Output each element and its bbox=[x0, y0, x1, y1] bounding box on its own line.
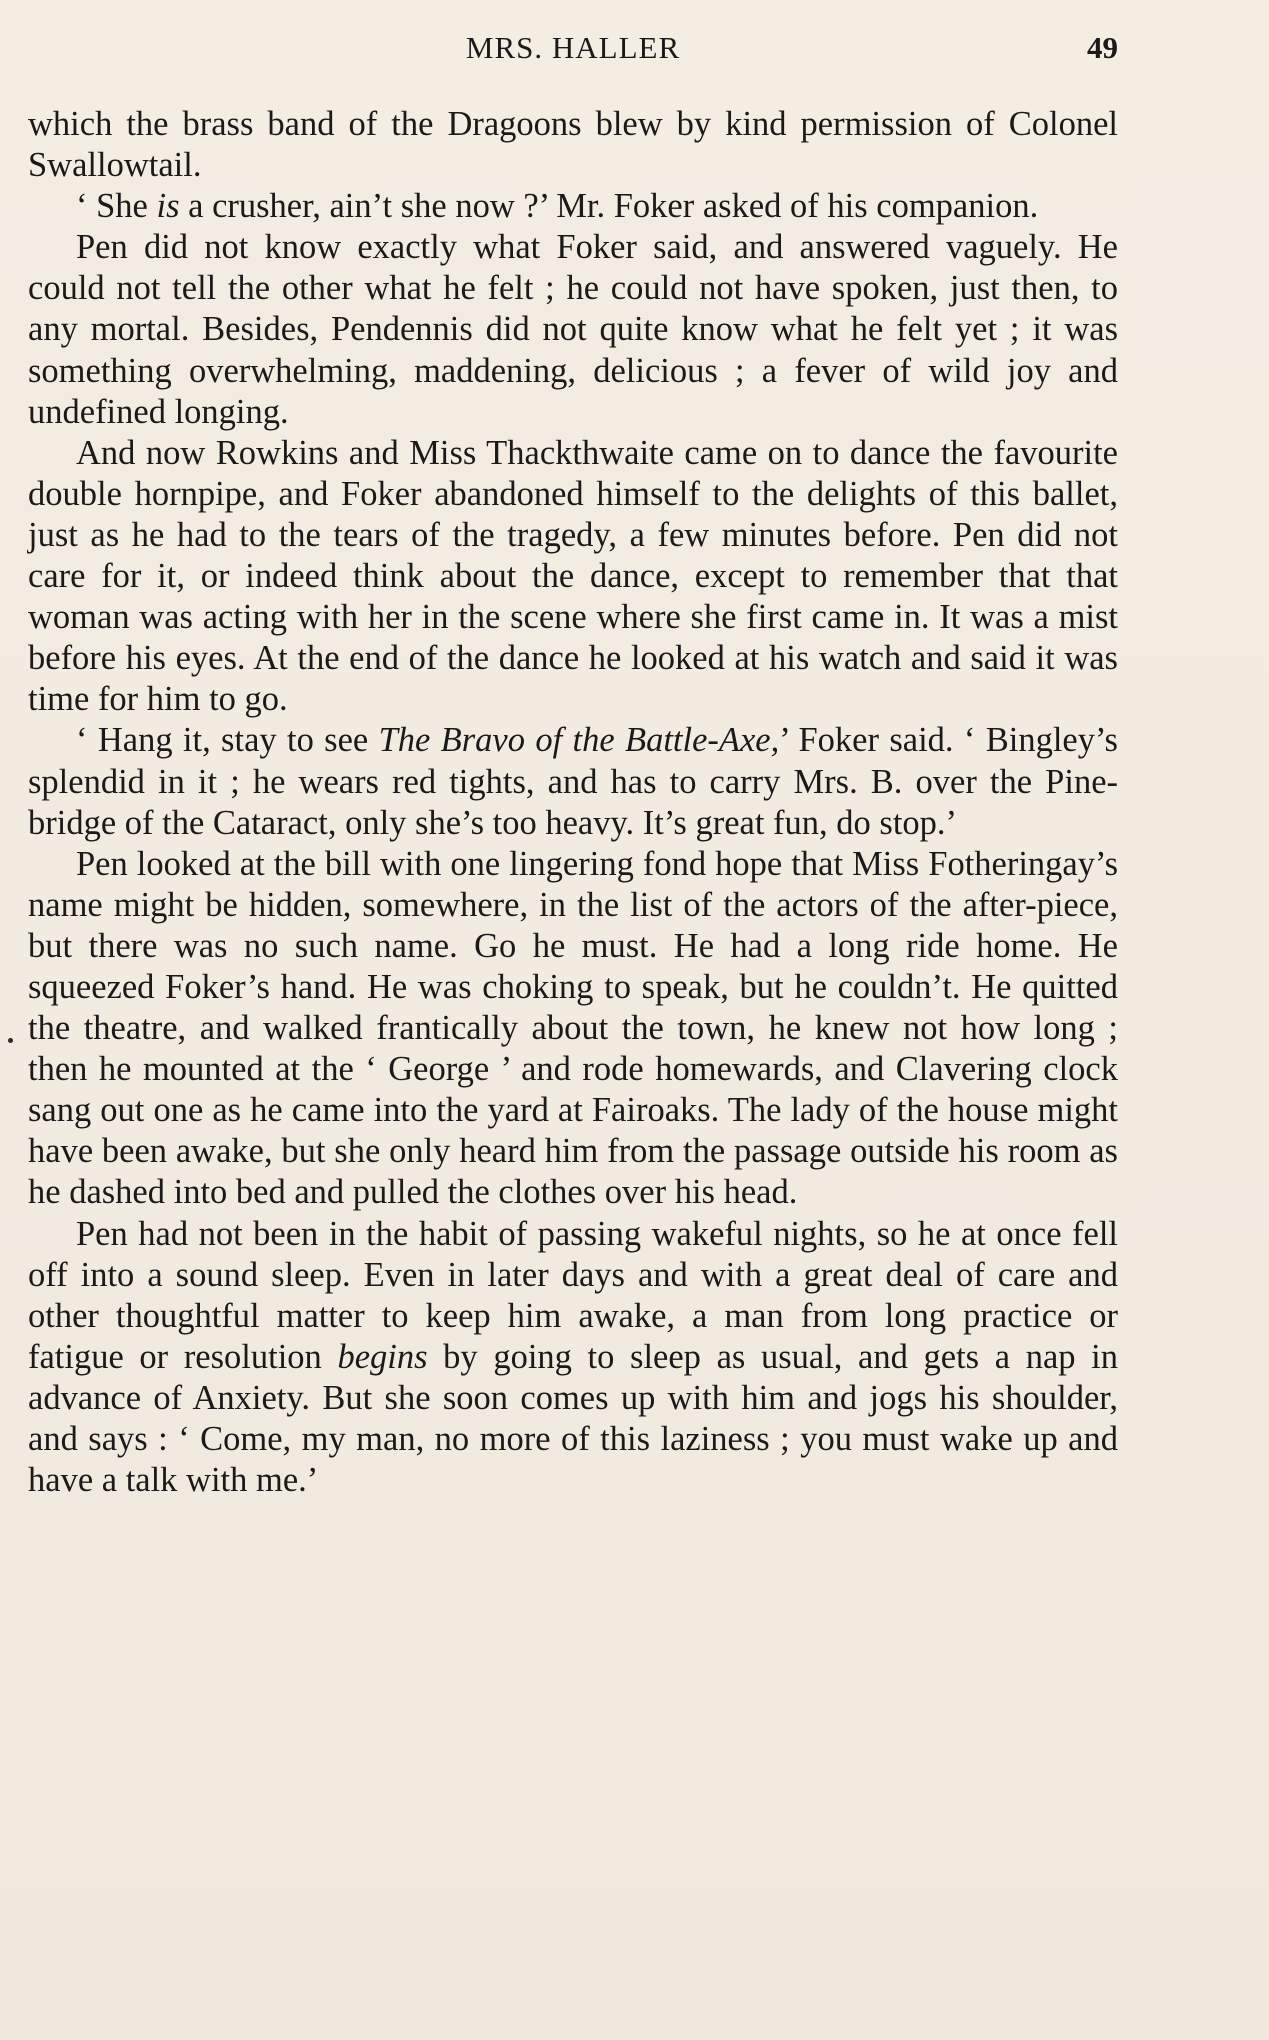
body-text bbox=[28, 104, 1118, 1501]
italic-text: The Bravo of the Battle-Axe, bbox=[378, 721, 780, 760]
paragraph bbox=[28, 720, 1118, 843]
paragraph-text: ’ Foker said. ‘ Bingley’s splendid in it ; he wears red tights, and has to carry Mrs. B. over the Pine-bridge of the Cataract, only she’s too heavy. It’s great fun, do stop.’ bbox=[28, 721, 1118, 842]
paragraph-text: Pen looked at the bill with one lingering fond hope that Miss Fotheringay’s name might be hidden, somewhere, in the list of the actors of the after-piece, but there was no such name. Go he must. He had a long ride home. He squeezed Foker’s hand. He was choking to speak, but he couldn’t. He quitted the theatre, and walked frantically about the town, he knew not how long ; then he mounted at the ‘ George ’ and rode homewards, and Clavering clock sang out one as he came into the yard at Fairoaks. The lady of the house might have been awake, but she only heard him from the passage outside his room as he dashed into bed and pulled the clothes over his head. bbox=[28, 844, 1118, 1212]
paragraph bbox=[28, 227, 1118, 432]
italic-text: begins bbox=[337, 1337, 428, 1376]
paragraph-text: Pen did not know exactly what Foker said, and answered vaguely. He could not tell the other what he felt ; he could not have spoken, just then, to any mortal. Besides, Pendennis did not quite know what he felt yet ; it was something overwhelming, maddening, delicious ; a fever of wild joy and undefined longing. bbox=[28, 228, 1118, 431]
paragraph bbox=[28, 1214, 1118, 1502]
paragraph-text: by going to sleep as usual, and gets a nap in advance of Anxiety. But she soon comes up with him and jogs his shoulder, and says : ‘ Come, my man, no more of this laziness ; you must wake up and have a talk with me.’ bbox=[28, 1337, 1118, 1500]
paragraph-text: a crusher, ain’t she now ?’ Mr. Foker asked of his companion. bbox=[179, 187, 1039, 226]
italic-text: is bbox=[156, 187, 180, 226]
page-number: 49 bbox=[1087, 30, 1118, 65]
paragraph-text: And now Rowkins and Miss Thackthwaite came on to dance the favourite double hornpipe, and Foker abandoned himself to the delights of this ballet, just as he had to the tears of the tragedy, a few minutes before. Pen did not care for it, or indeed think about the dance, except to remember that that woman was acting with her in the scene where she first came in. It was a mist before his eyes. At the end of the dance he looked at his watch and said it was time for him to go. bbox=[28, 433, 1118, 719]
paragraph-text: which the brass band of the Dragoons blew by kind permission of Colonel Swallowtail. bbox=[28, 105, 1118, 185]
margin-dot bbox=[8, 1038, 13, 1043]
paragraph bbox=[28, 844, 1118, 1214]
page-header bbox=[28, 30, 1118, 70]
running-head: MRS. HALLER bbox=[465, 30, 681, 65]
paragraph bbox=[28, 433, 1118, 721]
paragraph-text: ‘ Hang it, stay to see bbox=[76, 721, 379, 760]
paragraph bbox=[28, 186, 1118, 227]
paragraph-text: ‘ She bbox=[76, 187, 157, 226]
paragraph bbox=[28, 104, 1118, 186]
paragraph-text: Pen had not been in the habit of passing wakeful nights, so he at once fell off into a sound sleep. Even in later days and with a great deal of care and other thoughtful matter to keep him awake, a man from long practice or fatigue or resolution bbox=[28, 1214, 1118, 1376]
